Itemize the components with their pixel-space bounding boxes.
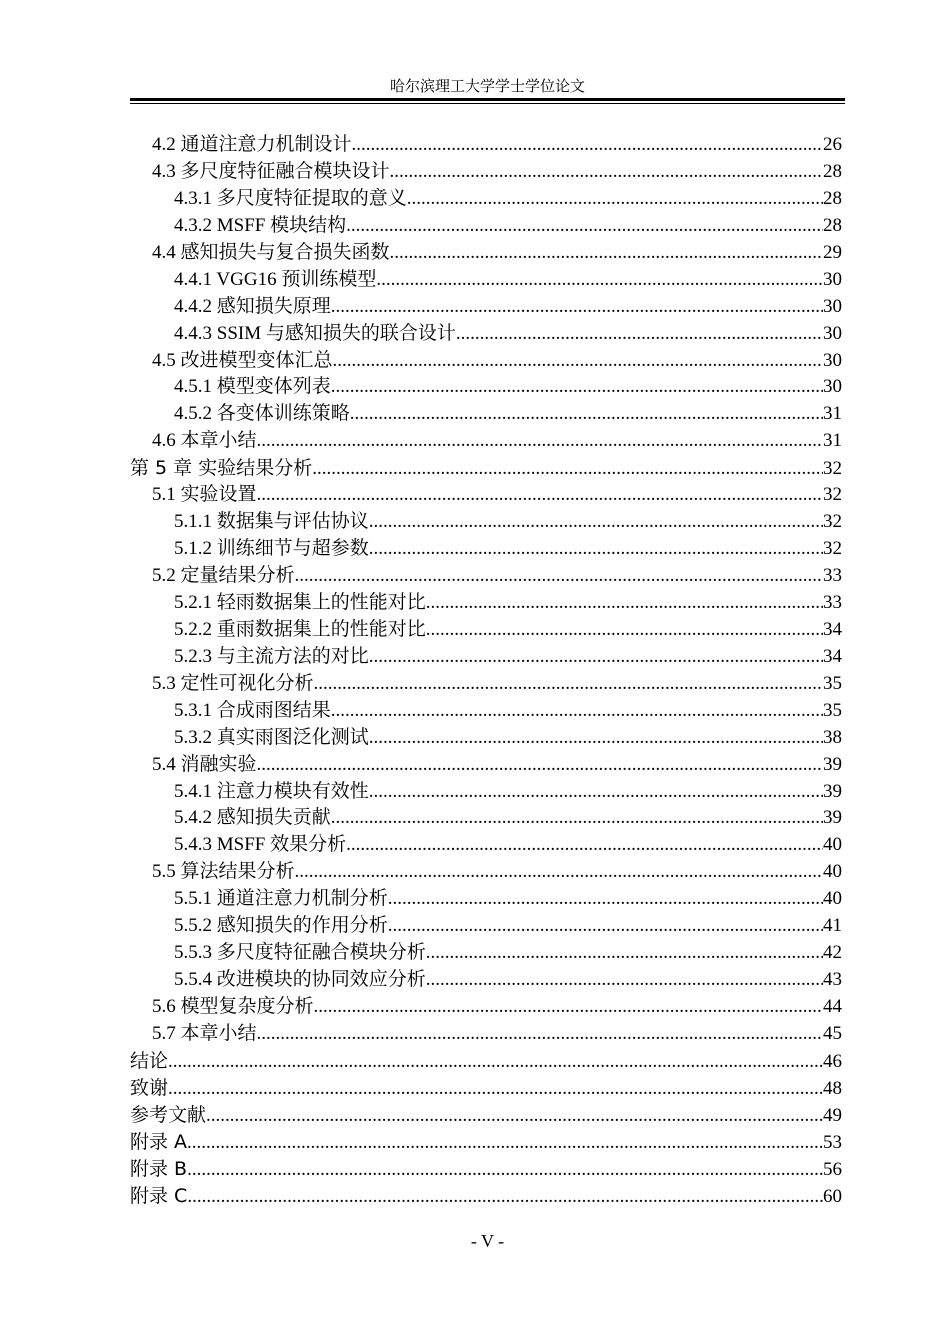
- toc-entry-label: 4.3 多尺度特征融合模块设计: [152, 160, 390, 182]
- toc-dot-leader: [376, 267, 823, 294]
- toc-dot-leader: [168, 1049, 823, 1076]
- toc-entry[interactable]: [130, 509, 842, 536]
- toc-entry-page: 39: [823, 753, 842, 775]
- toc-entry-page: 29: [823, 241, 842, 263]
- toc-entry-label: 4.4.2 感知损失原理: [174, 295, 331, 317]
- toc-entry-page: 34: [823, 645, 842, 667]
- toc-dot-leader: [333, 348, 823, 375]
- page-number: - V -: [470, 1231, 505, 1251]
- toc-entry[interactable]: [130, 1102, 842, 1129]
- toc-entry[interactable]: [130, 267, 842, 294]
- toc-entry-label: 4.6 本章小结: [152, 430, 257, 452]
- toc-dot-leader: [426, 590, 823, 617]
- toc-dot-leader: [388, 913, 823, 940]
- toc-entry-label: 4.3.1 多尺度特征提取的意义: [174, 187, 407, 209]
- toc-entry-label: 参考文献: [130, 1103, 207, 1126]
- toc-entry-page: 49: [823, 1104, 842, 1126]
- toc-entry-page: 48: [823, 1077, 842, 1099]
- toc-entry-page: 33: [823, 591, 842, 613]
- toc-entry-label: 结论: [130, 1049, 169, 1072]
- running-header: 哈尔滨理工大学学士学位论文: [389, 79, 585, 95]
- toc-entry-page: 56: [823, 1158, 842, 1180]
- toc-entry[interactable]: [130, 994, 842, 1021]
- toc-entry-page: 45: [823, 1022, 842, 1044]
- toc-entry-page: 32: [823, 511, 842, 533]
- toc-entry[interactable]: [130, 1183, 842, 1210]
- toc-entry[interactable]: [130, 159, 842, 186]
- toc-entry-label: 5.2.3 与主流方法的对比: [174, 645, 369, 667]
- toc-entry[interactable]: [130, 832, 842, 859]
- toc-entry[interactable]: [130, 1156, 842, 1183]
- toc-entry-label: 5.2.1 轻雨数据集上的性能对比: [174, 591, 426, 613]
- toc-entry[interactable]: [130, 671, 842, 698]
- toc-entry[interactable]: [130, 213, 842, 240]
- toc-entry-label: 4.2 通道注意力机制设计: [152, 134, 352, 155]
- toc-entry-label: 5.6 模型复杂度分析: [152, 996, 314, 1017]
- toc-entry[interactable]: [130, 1021, 842, 1048]
- toc-entry-page: 32: [823, 538, 842, 560]
- toc-entry-label: 第 5 章 实验结果分析: [130, 457, 313, 480]
- toc-dot-leader: [295, 859, 823, 886]
- toc-entry-page: 31: [823, 403, 842, 425]
- toc-dot-leader: [187, 1157, 823, 1184]
- toc-dot-leader: [388, 886, 823, 913]
- toc-entry-label: 4.3.2 MSFF 模块结构: [174, 214, 347, 236]
- toc-entry[interactable]: [130, 886, 842, 913]
- toc-entry-page: 28: [823, 160, 842, 182]
- toc-dot-leader: [168, 1076, 823, 1103]
- toc-dot-leader: [369, 536, 823, 563]
- toc-entry[interactable]: [130, 1129, 842, 1156]
- toc-entry-label: 5.4.1 注意力模块有效性: [174, 780, 369, 802]
- header-rule-thin: [130, 103, 845, 104]
- toc-entry[interactable]: [130, 428, 842, 455]
- toc-entry[interactable]: [130, 967, 842, 994]
- toc-dot-leader: [257, 752, 823, 779]
- toc-entry-page: 26: [823, 134, 842, 155]
- toc-entry[interactable]: [130, 374, 842, 401]
- toc-entry[interactable]: [130, 617, 842, 644]
- toc-entry-label: 5.5.3 多尺度特征融合模块分析: [174, 942, 426, 964]
- toc-entry[interactable]: [130, 132, 842, 159]
- toc-entry-label: 5.4.2 感知损失贡献: [174, 807, 331, 829]
- toc-entry-page: 44: [823, 996, 842, 1017]
- toc-dot-leader: [369, 509, 823, 536]
- toc-dot-leader: [314, 994, 823, 1021]
- toc-entry-label: 附录 A: [130, 1130, 188, 1153]
- toc-entry[interactable]: [130, 240, 842, 267]
- toc-entry-label: 5.4.3 MSFF 效果分析: [174, 834, 347, 856]
- toc-dot-leader: [390, 159, 823, 186]
- toc-entry[interactable]: [130, 940, 842, 967]
- toc-entry-label: 4.5 改进模型变体汇总: [152, 349, 333, 371]
- toc-dot-leader: [369, 644, 823, 671]
- toc-entry-page: 35: [823, 699, 842, 721]
- toc-entry-label: 4.4.1 VGG16 预训练模型: [174, 268, 377, 290]
- toc-entry-page: 30: [823, 295, 842, 317]
- toc-dot-leader: [257, 428, 823, 455]
- toc-entry-page: 40: [823, 861, 842, 883]
- toc-entry-page: 34: [823, 618, 842, 640]
- toc-dot-leader: [390, 240, 823, 267]
- toc-entry[interactable]: [130, 482, 842, 509]
- toc-dot-leader: [407, 186, 823, 213]
- toc-entry-page: 43: [823, 969, 842, 991]
- toc-entry-page: 31: [823, 430, 842, 452]
- toc-entry-label: 5.5.4 改进模块的协同效应分析: [174, 969, 426, 991]
- toc-entry-page: 39: [823, 780, 842, 802]
- toc-dot-leader: [295, 563, 823, 590]
- toc-entry[interactable]: [130, 455, 842, 482]
- toc-entry-label: 附录 C: [130, 1184, 188, 1207]
- toc-dot-leader: [352, 132, 823, 159]
- toc-dot-leader: [187, 1184, 823, 1211]
- toc-entry-page: 32: [823, 484, 842, 506]
- toc-entry-label: 4.5.1 模型变体列表: [174, 376, 331, 398]
- toc-dot-leader: [346, 832, 823, 859]
- toc-dot-leader: [426, 940, 823, 967]
- toc-entry-page: 40: [823, 888, 842, 910]
- toc-entry-page: 30: [823, 376, 842, 398]
- toc-entry[interactable]: [130, 590, 842, 617]
- toc-dot-leader: [331, 698, 823, 725]
- toc-dot-leader: [257, 1021, 823, 1048]
- toc-entry-label: 5.4 消融实验: [152, 753, 257, 775]
- toc-dot-leader: [369, 779, 823, 806]
- toc-dot-leader: [314, 671, 823, 698]
- toc-entry-page: 46: [823, 1050, 842, 1072]
- toc-entry-label: 4.4.3 SSIM 与感知损失的联合设计: [174, 322, 456, 344]
- toc-entry[interactable]: [130, 805, 842, 832]
- toc-entry[interactable]: [130, 1048, 842, 1075]
- toc-dot-leader: [257, 482, 823, 509]
- toc-entry[interactable]: [130, 725, 842, 752]
- toc-entry[interactable]: [130, 644, 842, 671]
- toc-entry-page: 38: [823, 726, 842, 748]
- toc-entry-label: 5.3.2 真实雨图泛化测试: [174, 726, 369, 748]
- toc-dot-leader: [350, 401, 823, 428]
- toc-entry[interactable]: [130, 321, 842, 348]
- toc-entry-page: 32: [823, 458, 842, 480]
- toc-entry-label: 5.2.2 重雨数据集上的性能对比: [174, 618, 426, 640]
- toc-dot-leader: [346, 213, 823, 240]
- toc-dot-leader: [187, 1130, 823, 1157]
- toc-entry[interactable]: [130, 186, 842, 213]
- toc-entry-label: 5.3.1 合成雨图结果: [174, 699, 331, 721]
- toc-dot-leader: [312, 456, 823, 483]
- toc-entry-page: 60: [823, 1185, 842, 1207]
- toc-dot-leader: [369, 725, 823, 752]
- toc-entry-page: 33: [823, 565, 842, 586]
- toc-dot-leader: [331, 805, 823, 832]
- toc-dot-leader: [331, 374, 823, 401]
- toc-dot-leader: [206, 1103, 823, 1130]
- toc-entry[interactable]: [130, 698, 842, 725]
- toc-entry-label: 5.1.2 训练细节与超参数: [174, 538, 369, 560]
- toc-entry-page: 42: [823, 942, 842, 964]
- toc-entry-page: 53: [823, 1131, 842, 1153]
- toc-entry-label: 5.1 实验设置: [152, 484, 257, 506]
- toc-entry-label: 致谢: [130, 1076, 169, 1099]
- toc-entry[interactable]: [130, 294, 842, 321]
- toc-entry[interactable]: [130, 563, 842, 590]
- toc-entry-label: 5.7 本章小结: [152, 1022, 257, 1044]
- toc-entry[interactable]: [130, 348, 842, 375]
- toc-entry-page: 41: [823, 915, 842, 937]
- toc-dot-leader: [426, 967, 823, 994]
- toc-entry-label: 5.3 定性可视化分析: [152, 672, 314, 694]
- toc-entry-page: 39: [823, 807, 842, 829]
- toc-entry[interactable]: [130, 859, 842, 886]
- toc-entry-page: 40: [823, 834, 842, 856]
- toc-dot-leader: [456, 321, 823, 348]
- toc-entry-label: 5.5 算法结果分析: [152, 861, 295, 883]
- toc-entry-page: 30: [823, 268, 842, 290]
- toc-entry-label: 附录 B: [130, 1157, 188, 1180]
- toc-entry-label: 5.1.1 数据集与评估协议: [174, 511, 369, 533]
- toc-entry-page: 28: [823, 214, 842, 236]
- toc-entry-page: 30: [823, 349, 842, 371]
- toc-entry-page: 35: [823, 672, 842, 694]
- toc-entry[interactable]: [130, 779, 842, 806]
- toc-entry[interactable]: [130, 752, 842, 779]
- header-rule-thick: [130, 98, 845, 101]
- toc-dot-leader: [331, 294, 823, 321]
- toc-entry-page: 30: [823, 322, 842, 344]
- toc-entry-label: 5.5.1 通道注意力机制分析: [174, 888, 388, 910]
- toc-entry[interactable]: [130, 536, 842, 563]
- table-of-contents: [130, 132, 842, 1210]
- toc-dot-leader: [426, 617, 823, 644]
- toc-entry[interactable]: [130, 913, 842, 940]
- toc-entry-label: 4.4 感知损失与复合损失函数: [152, 241, 390, 263]
- toc-entry-page: 28: [823, 187, 842, 209]
- toc-entry-label: 5.2 定量结果分析: [152, 565, 295, 586]
- toc-entry-label: 5.5.2 感知损失的作用分析: [174, 915, 388, 937]
- toc-entry[interactable]: [130, 401, 842, 428]
- toc-entry[interactable]: [130, 1075, 842, 1102]
- toc-entry-label: 4.5.2 各变体训练策略: [174, 403, 350, 425]
